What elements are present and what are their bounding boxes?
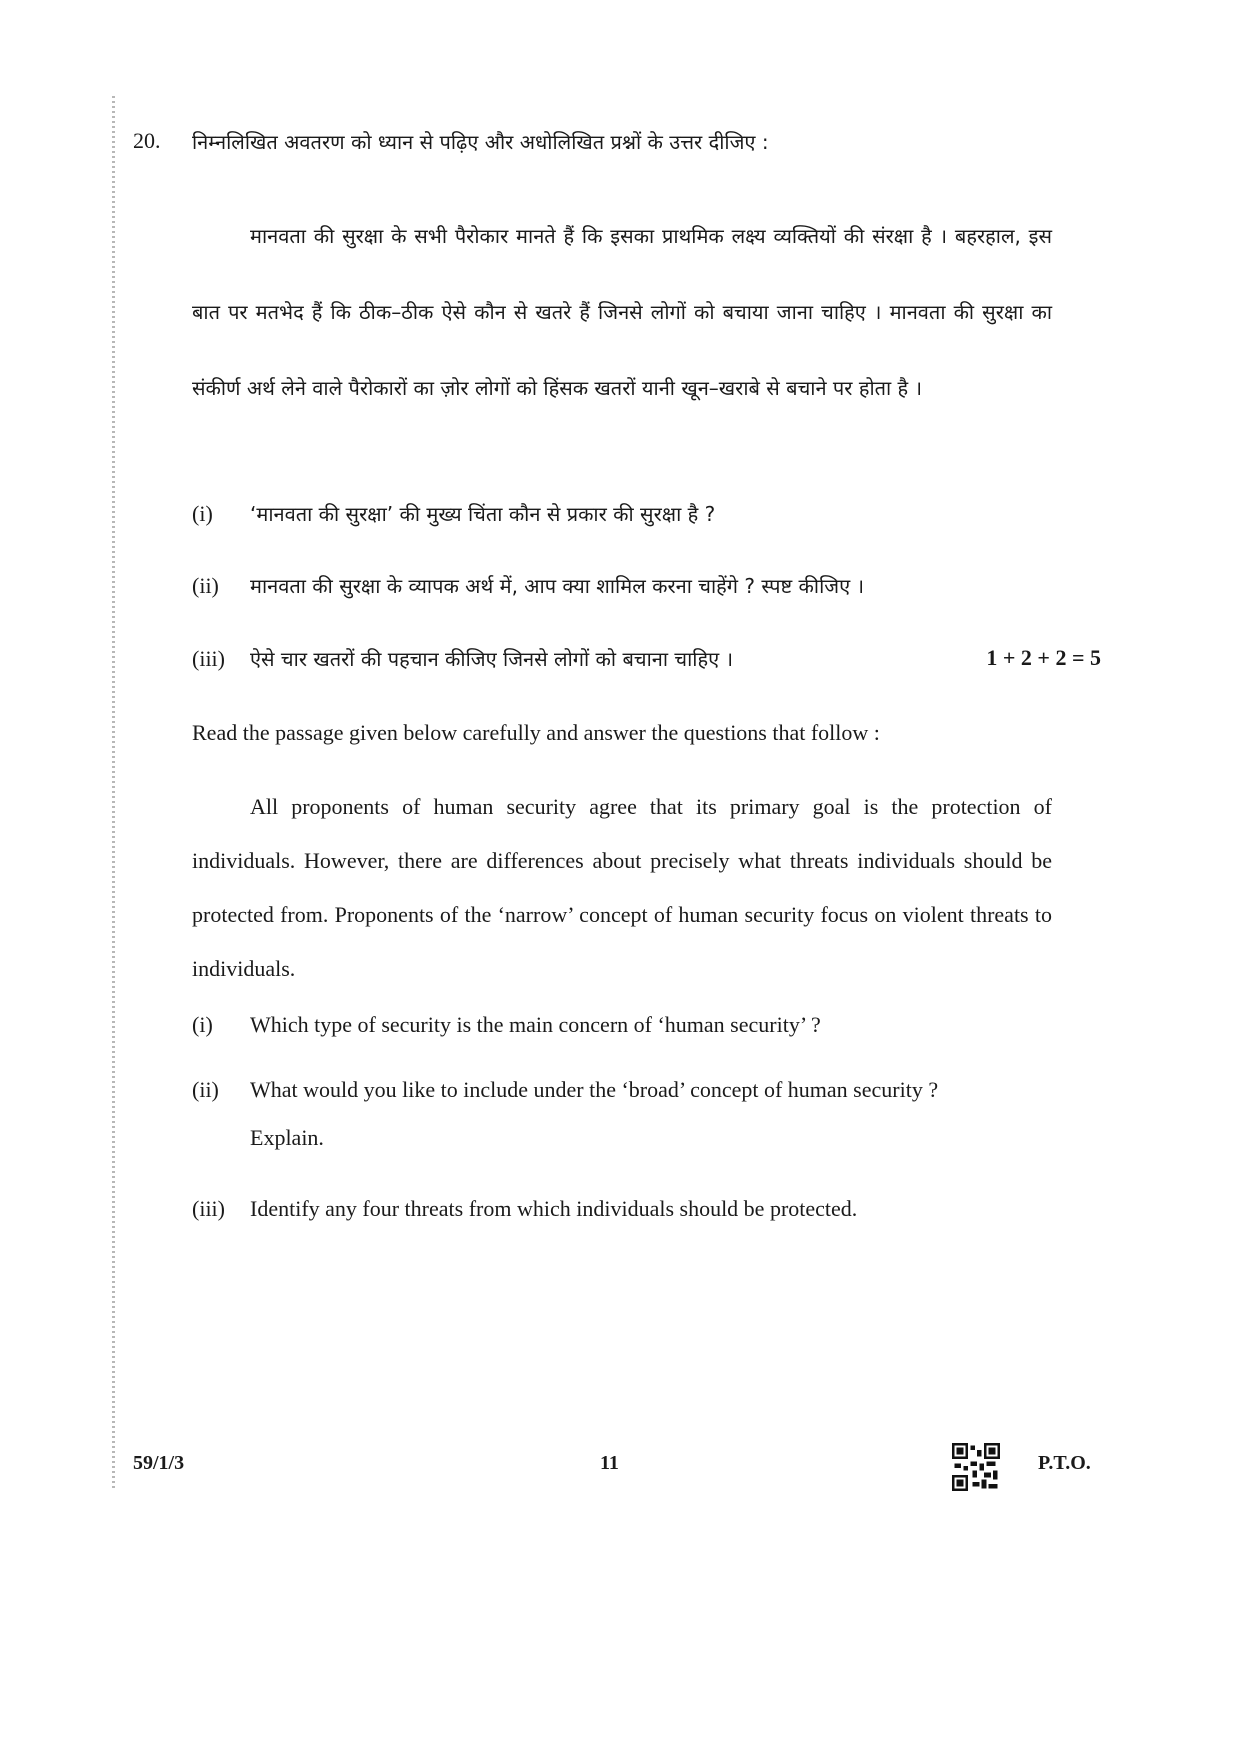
hindi-subquestion — [192, 500, 715, 527]
subquestion-label: (iii) — [192, 1196, 225, 1221]
english-subquestion — [192, 1196, 1072, 1222]
english-subquestion — [192, 1077, 1072, 1151]
hindi-subquestion — [192, 572, 864, 599]
hindi-instruction: निम्नलिखित अवतरण को ध्यान से पढ़िए और अधोलिखित प्रश्नों के उत्तर दीजिए : — [192, 130, 769, 154]
subquestion-text: Which type of security is the main concern of ‘human security’ ? — [250, 1012, 821, 1037]
marks-allocation: 1 + 2 + 2 = 5 — [986, 645, 1101, 670]
paper-code: 59/1/3 — [133, 1452, 185, 1474]
subquestion-text: ऐसे चार खतरों की पहचान कीजिए जिनसे लोगों को बचाना चाहिए । — [250, 647, 734, 671]
subquestion-label: (i) — [192, 1012, 213, 1037]
subquestion-label: (iii) — [192, 646, 225, 671]
english-subquestion — [192, 1012, 1072, 1038]
subquestion-label: (ii) — [192, 573, 219, 598]
subquestion-text: मानवता की सुरक्षा के व्यापक अर्थ में, आप क्या शामिल करना चाहेंगे ? स्पष्ट कीजिए । — [250, 574, 865, 598]
please-turn-over: P.T.O. — [1038, 1452, 1091, 1474]
subquestion-text: ‘मानवता की सुरक्षा’ की मुख्य चिंता कौन से प्रकार की सुरक्षा है ? — [250, 502, 716, 526]
subquestion-continuation: Explain. — [250, 1125, 324, 1150]
hindi-subquestion — [192, 645, 733, 672]
subquestion-label: (i) — [192, 501, 213, 526]
qr-code-icon — [952, 1443, 1000, 1491]
hindi-passage: मानवता की सुरक्षा के सभी पैरोकार मानते हैं कि इसका प्राथमिक लक्ष्य व्यक्तियों की संरक्षा है । बहरहाल, इस बात पर मतभेद हैं कि ठीक–ठीक ऐसे कौन से खतरे हैं जिनसे लोगों को बचाया जाना चाहिए । मानवता की सुरक्षा का संकीर्ण अर्थ लेने वाले पैरोकारों का ज़ोर लोगों को हिंसक खतरों यानी खून–खराबे से बचाने पर होता है । — [192, 224, 1052, 400]
subquestion-text: What would you like to include under the ‘broad’ concept of human security ? — [250, 1077, 939, 1102]
subquestion-text: Identify any four threats from which individuals should be protected. — [250, 1196, 858, 1221]
english-instruction: Read the passage given below carefully and answer the questions that follow : — [192, 720, 880, 745]
subquestion-label: (ii) — [192, 1077, 219, 1102]
question-number: 20. — [133, 128, 161, 153]
margin-security-strip — [112, 96, 115, 1491]
english-passage: All proponents of human security agree that its primary goal is the protection of individuals. However, there are differences about precisely what threats individuals should be protected from. Proponents of the ‘narrow’ concept of human security focus on violent threats to individuals. — [192, 794, 1052, 981]
page-number: 11 — [600, 1452, 619, 1474]
